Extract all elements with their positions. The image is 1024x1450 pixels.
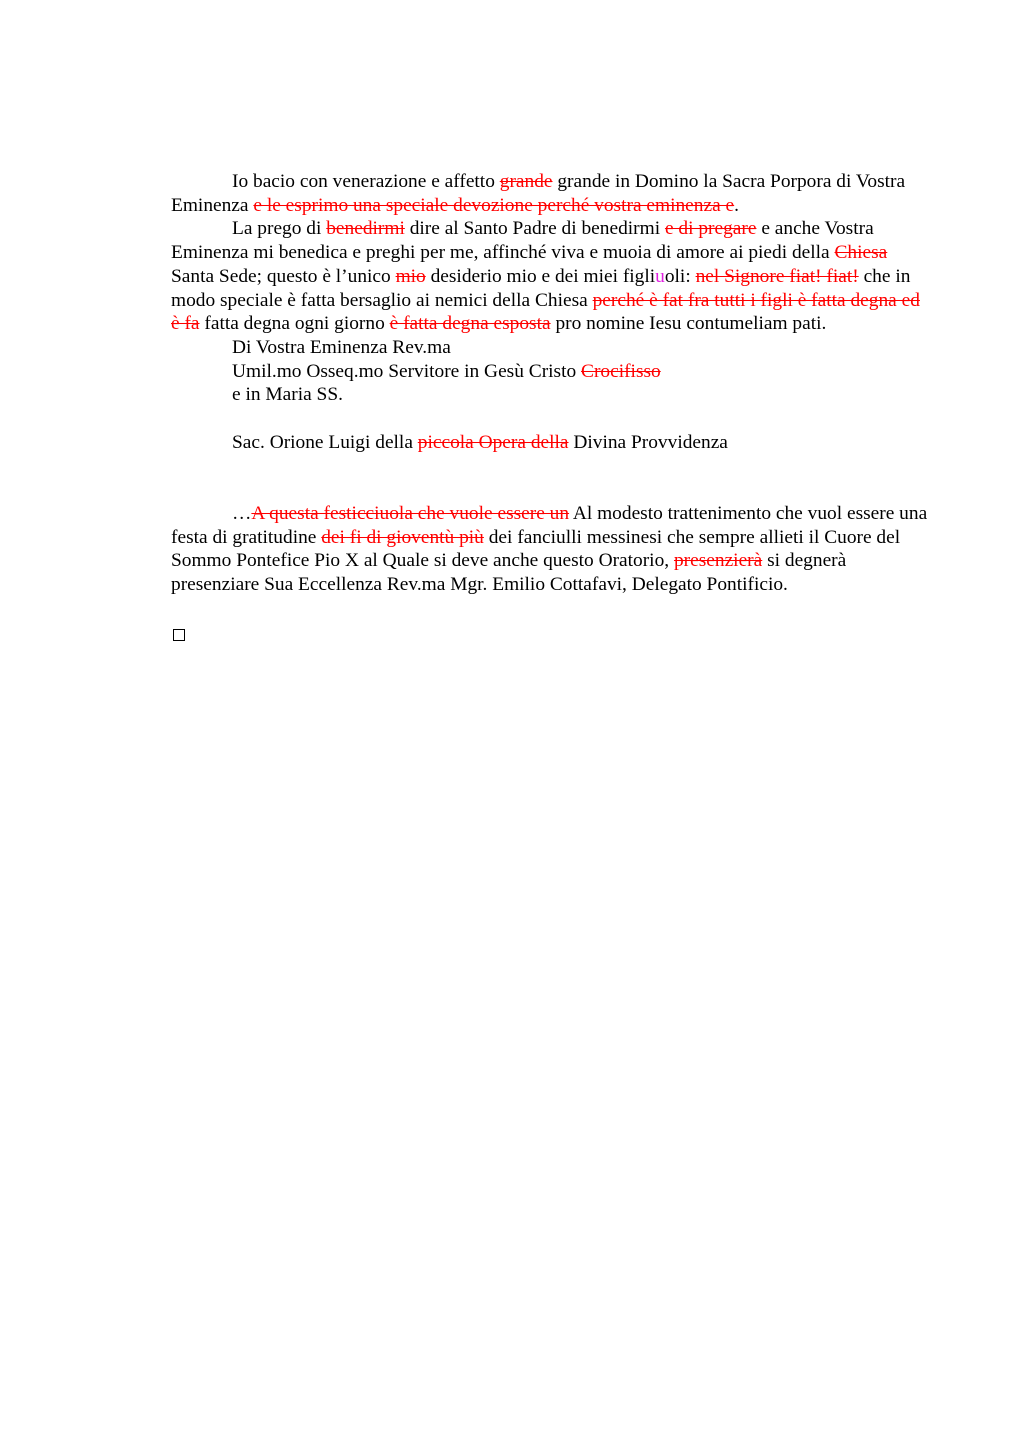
spacer [171,454,931,501]
deleted-text: e di pregare [664,218,757,240]
closing-servant-line [171,360,931,384]
deleted-text: grande [499,171,553,192]
document-body [171,170,931,648]
text-run: … [232,502,252,524]
text-run: Io bacio con venerazione e affetto [232,171,500,192]
text-run: desiderio mio e dei miei figli [425,265,656,287]
deleted-text: dei fi di gioventù più [321,526,484,548]
paragraph-2 [171,217,931,336]
deleted-text: perché è fat fra tutti i figli è fatta degna ed è fa [171,289,920,335]
end-marker [171,620,931,648]
deleted-text: benedirmi [326,218,405,240]
text-run: . [734,194,740,216]
text-run: oli: [664,265,696,287]
text-run: pro nomine Iesu contumeliam pati. [550,313,827,335]
spacer [171,407,931,431]
deleted-text: piccola Opera della [417,431,569,453]
inserted-text: u [655,265,665,287]
text-run: Al modesto trattenimento che vuol essere una festa di gratitudine [171,502,928,548]
text-run: Divina Provvidenza [568,431,728,453]
paragraph-1 [171,170,931,217]
deleted-text: è fatta degna esposta [389,313,551,335]
deleted-text: mio [395,265,426,287]
closing-maria-line: e in Maria SS. [232,384,343,406]
deleted-text: Crocifisso [581,360,661,382]
deleted-text: e le esprimo una speciale devozione perché vostra eminenza e [253,194,735,216]
paragraph-3 [171,502,931,597]
text-run: Sac. Orione Luigi della [232,431,418,453]
text-run: Umil.mo Osseq.mo Servitore in Gesù Cristo [232,360,582,382]
text-run: che in modo speciale è fatta bersaglio ai nemici della Chiesa [171,265,911,311]
text-run: La prego di [232,218,327,240]
deleted-text: A questa festicciuola che vuole essere un [251,502,570,524]
text-run: dire al Santo Padre di benedirmi [404,218,665,240]
text-run: grande in Domino la Sacra Porpora di Vostra Eminenza [171,171,906,216]
text-run: fatta degna ogni giorno [199,313,390,335]
text-run: e anche Vostra Eminenza mi benedica e preghi per me, affinché viva e muoia di amore ai piedi della [171,218,874,264]
text-run: dei fanciulli messinesi che sempre allieti il Cuore del Sommo Pontefice Pio X al Quale si deve anche questo Oratorio, [171,526,901,572]
text-run: Santa Sede; questo è l’unico [171,265,396,287]
spacer [171,597,931,621]
deleted-text: presenzierà [673,550,763,572]
closing-salutation: Di Vostra Eminenza Rev.ma [232,336,451,358]
empty-square-icon [173,629,185,641]
text-run: si degnerà presenziare Sua Eccellenza Rev.ma Mgr. Emilio Cottafavi, Delegato Pontificio. [171,550,847,595]
signature-line [171,431,931,455]
deleted-text: Chiesa [834,242,888,264]
deleted-text: nel Signore fiat! fiat! [695,265,859,287]
